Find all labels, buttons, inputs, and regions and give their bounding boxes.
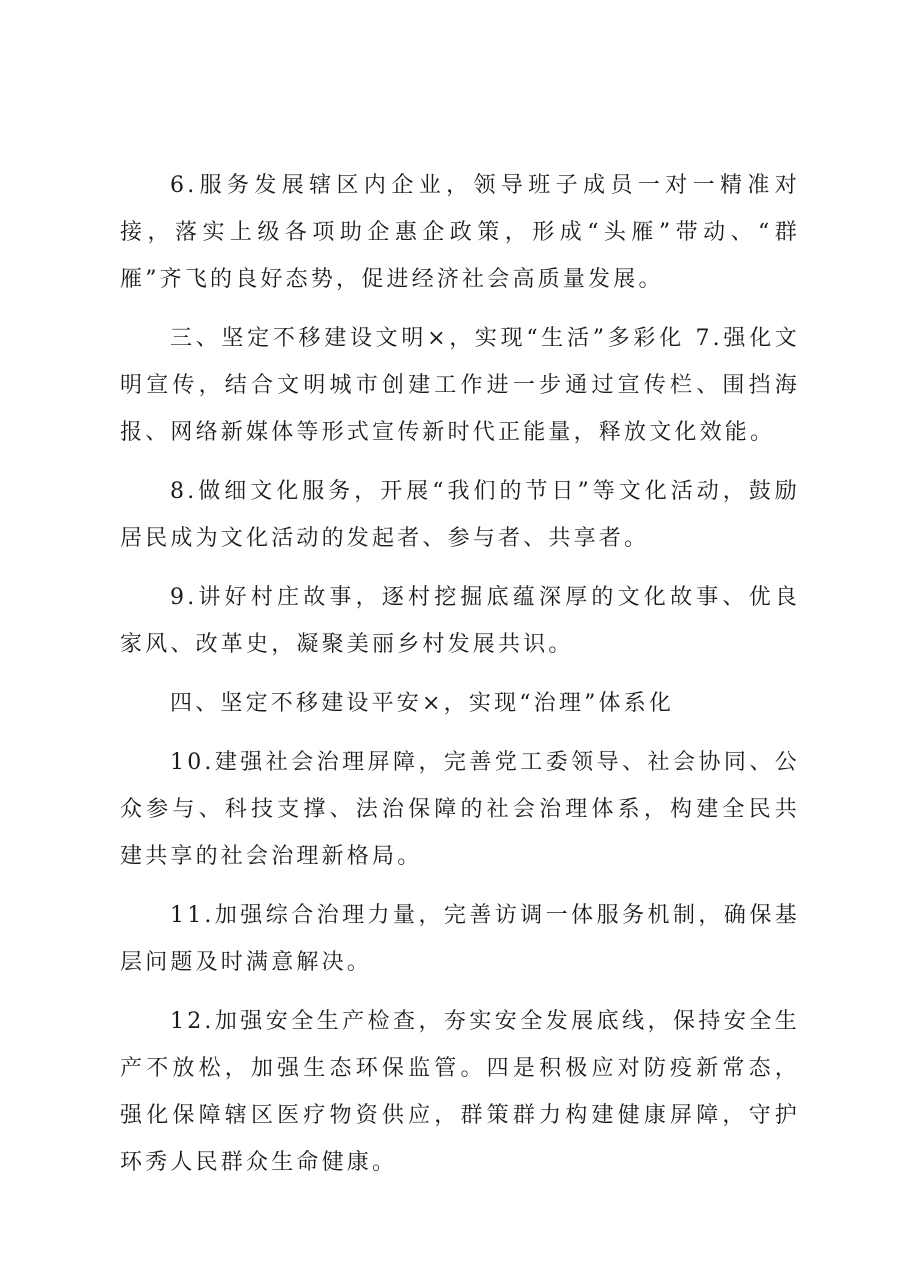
- section-heading-4: 四、坚定不移建设平安×，实现“治理”体系化: [170, 691, 675, 716]
- paragraph-item-10: 10.建强社会治理屏障，完善党工委领导、社会协同、公众参与、科技支撑、法治保障的社会治理体系，构建全民共建共享的社会治理新格局。: [120, 750, 800, 869]
- paragraph-item-12: 12.加强安全生产检查，夯实安全发展底线，保持安全生产不放松，加强生态环保监管。四是积极应对防疫新常态，强化保障辖区医疗物资供应，群策群力构建健康屏障，守护环秀人民群众生命健康。: [120, 1009, 800, 1175]
- paragraph-item-11: 11.加强综合治理力量，完善访调一体服务机制，确保基层问题及时满意解决。: [120, 903, 800, 975]
- paragraph-item-8: 8.做细文化服务，开展“我们的节日”等文化活动，鼓励居民成为文化活动的发起者、参与者、共享者。: [120, 479, 800, 551]
- paragraph-item-9: 9.讲好村庄故事，逐村挖掘底蕴深厚的文化故事、优良家风、改革史，凝聚美丽乡村发展共识。: [120, 585, 800, 657]
- paragraph-item-6: 6.服务发展辖区内企业，领导班子成员一对一精准对接，落实上级各项助企惠企政策，形成“头雁”带动、“群雁”齐飞的良好态势，促进经济社会高质量发展。: [120, 173, 800, 292]
- section-heading-3-paragraph: 三、坚定不移建设文明×，实现“生活”多彩化 7.强化文明宣传，结合文明城市创建工作进一步通过宣传栏、围挡海报、网络新媒体等形式宣传新时代正能量，释放文化效能。: [120, 326, 800, 445]
- document-body: [120, 162, 800, 1198]
